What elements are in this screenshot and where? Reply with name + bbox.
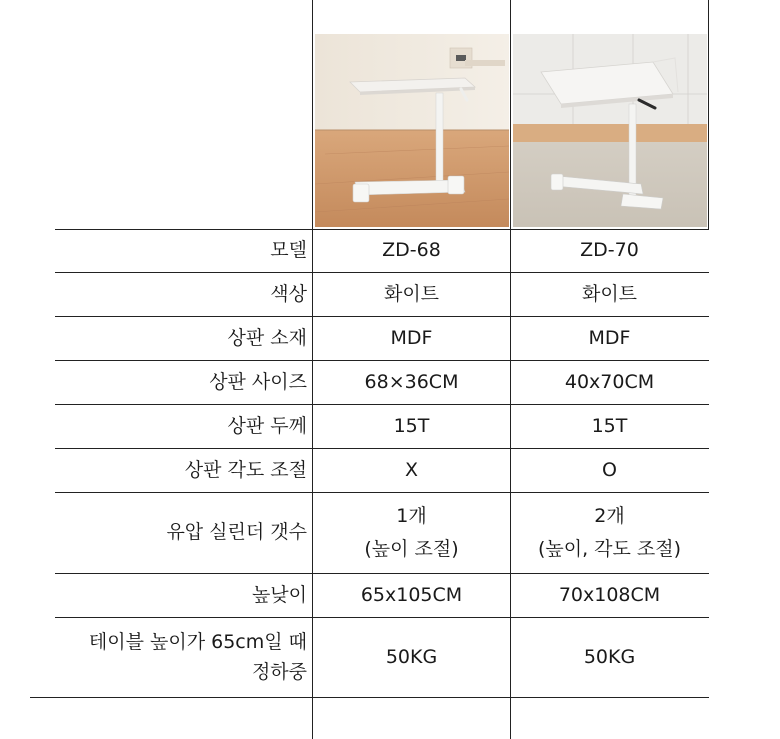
cell-text: 50KG bbox=[385, 645, 438, 668]
row-label-tilt: 상판 각도 조절 bbox=[184, 458, 307, 481]
row-divider bbox=[30, 697, 709, 698]
cell-text: 15T bbox=[591, 414, 628, 437]
cell-size-zd68 bbox=[313, 361, 510, 404]
row-label-material: 상판 소재 bbox=[227, 326, 307, 349]
cell-cylinders-zd70 bbox=[511, 493, 708, 573]
cell-cylinders-zd68 bbox=[313, 493, 510, 573]
cell-tilt-zd68 bbox=[313, 449, 510, 492]
cell-model-zd68 bbox=[313, 230, 510, 272]
row-label-cylinders: 유압 실린더 갯수 bbox=[166, 521, 307, 544]
cell-text: ZD-68 bbox=[382, 239, 441, 262]
cell-material-zd68 bbox=[313, 317, 510, 360]
cell-thickness-zd68 bbox=[313, 405, 510, 448]
cell-thickness-zd70 bbox=[511, 405, 708, 448]
product-image-zd70 bbox=[513, 34, 707, 227]
cell-text: 40x70CM bbox=[564, 370, 655, 393]
cell-color-zd68 bbox=[313, 273, 510, 316]
cell-text: 15T bbox=[393, 414, 430, 437]
cell-tilt-zd70 bbox=[511, 449, 708, 492]
cell-text: 1개 bbox=[396, 504, 427, 527]
cell-text: 68×36CM bbox=[364, 370, 459, 393]
cell-text: ZD-70 bbox=[580, 239, 639, 262]
cell-height-zd68 bbox=[313, 574, 510, 617]
cell-text: 70x108CM bbox=[558, 583, 661, 606]
row-label-size: 상판 사이즈 bbox=[209, 370, 307, 393]
cell-text: MDF bbox=[390, 326, 433, 349]
product-image-zd68 bbox=[315, 34, 509, 227]
row-label-load-line1: 테이블 높이가 65cm일 때 bbox=[88, 631, 307, 654]
cell-text: 2개 bbox=[594, 504, 625, 527]
column-divider bbox=[708, 0, 709, 229]
cell-note: (높이, 각도 조절) bbox=[537, 538, 682, 560]
row-label-color: 색상 bbox=[270, 282, 307, 305]
cell-text: MDF bbox=[588, 326, 631, 349]
cell-height-zd70 bbox=[511, 574, 708, 617]
row-label-thickness: 상판 두께 bbox=[227, 414, 307, 437]
cell-model-zd70 bbox=[511, 230, 708, 272]
cell-text: X bbox=[404, 458, 419, 481]
cell-note: (높이 조절) bbox=[364, 538, 459, 560]
cell-text: 50KG bbox=[583, 645, 636, 668]
row-label-load-line2: 정하중 bbox=[251, 660, 307, 683]
cell-text: 화이트 bbox=[383, 282, 440, 305]
row-label-height: 높낮이 bbox=[251, 583, 307, 606]
cell-load-zd68 bbox=[313, 618, 510, 697]
cell-text: 화이트 bbox=[581, 282, 638, 305]
cell-color-zd70 bbox=[511, 273, 708, 316]
cell-text: 65x105CM bbox=[360, 583, 463, 606]
cell-text: O bbox=[602, 458, 617, 481]
cell-size-zd70 bbox=[511, 361, 708, 404]
row-label-load bbox=[40, 618, 307, 697]
row-label-model: 모델 bbox=[270, 239, 307, 262]
cell-load-zd70 bbox=[511, 618, 708, 697]
cell-material-zd70 bbox=[511, 317, 708, 360]
